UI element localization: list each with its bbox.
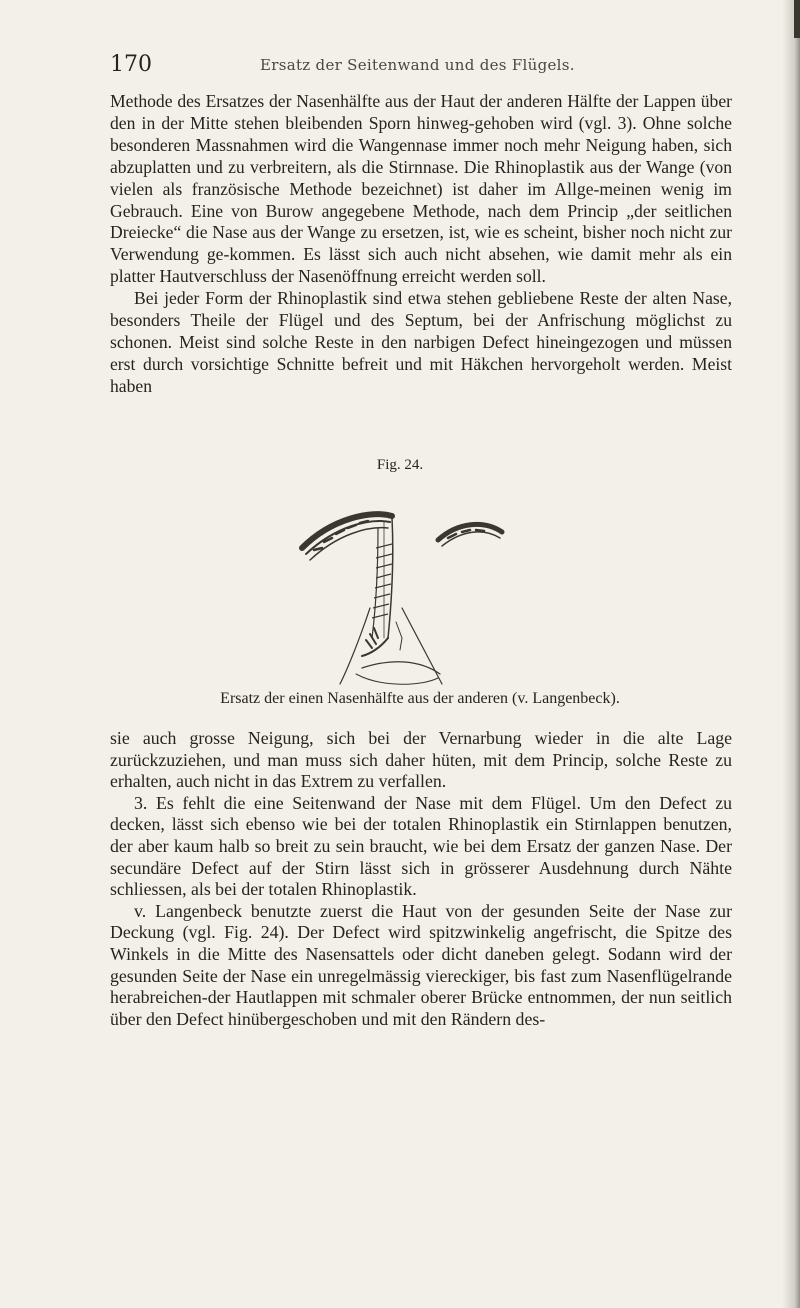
paragraph: 3. Es fehlt die eine Seitenwand der Nase mit dem Flügel. Um den Defect zu decken, lässt sich ebenso wie bei der totalen Rhinoplastik ein Stirnlappen benutzen, der aber kaum halb so breit zu sein braucht, wie bei dem Ersatz der ganzen Nase. Der secundäre Defect auf der Stirn lässt sich in grösserer Ausdehnung durch Nähte schliessen, als bei der totalen Rhinoplastik.: [110, 792, 732, 900]
running-title: Ersatz der Seitenwand und des Flügels.: [260, 56, 575, 74]
page-number: 170: [110, 52, 152, 77]
figure-caption: Ersatz der einen Nasenhälfte aus der anderen (v. Langenbeck).: [220, 690, 620, 707]
page-edge-shadow: [782, 0, 800, 1308]
text-block-bottom: [110, 728, 732, 1030]
paragraph: v. Langenbeck benutzte zuerst die Haut von der gesunden Seite der Nase zur Deckung (vgl. Fig. 24). Der Defect wird spitzwinkelig angefrischt, die Spitze des Winkels in die Mitte des Nasensattels oder dicht daneben gelegt. Sodann wird der gesunden Seite der Nase ein unregelmässig viereckiger, bis fast zum Nasenflügelrande herabreichen-der Hautlappen mit schmaler oberer Brücke entnommen, der nun seitlich über den Defect hinübergeschoben und mit den Rändern des-: [110, 900, 732, 1029]
paragraph: sie auch grosse Neigung, sich bei der Vernarbung wieder in die alte Lage zurückzuziehen, und man muss sich daher hüten, mit dem Princip, solche Reste zu erhalten, auch nicht in das Extrem zu verfallen.: [110, 728, 732, 792]
text-block-top: [110, 91, 732, 398]
paragraph: Methode des Ersatzes der Nasenhälfte aus der Haut der anderen Hälfte der Lappen über den in der Mitte stehen bleibenden Sporn hinweg-gehoben wird (vgl. 3). Ohne solche besonderen Massnahmen wird die Wangennase immer noch mehr Neigung haben, sich abzuplatten und zu verbreitern, als die Stirnnase. Die Rhinoplastik aus der Wange (von vielen als französische Methode bezeichnet) ist daher im Allge-meinen wenig im Gebrauch. Eine von Burow angegebene Methode, nach dem Princip „der seitlichen Dreiecke“ die Nase aus der Wange zu ersetzen, ist, wie es scheint, bisher noch nicht zur Verwendung ge-kommen. Es lässt sich auch nicht absehen, wie damit mehr als ein platter Hautverschluss der Nasenöffnung erreicht werden soll.: [110, 91, 732, 287]
figure-label: Fig. 24.: [376, 457, 424, 473]
paragraph: Bei jeder Form der Rhinoplastik sind etwa stehen gebliebene Reste der alten Nase, besonders Theile der Flügel und des Septum, bei der Anfrischung möglichst zu schonen. Meist sind solche Reste in den narbigen Defect hineingezogen und müssen erst durch vorsichtige Schnitte befreit und mit Häkchen hervorgeholt werden. Meist haben: [110, 288, 732, 396]
page-header: [110, 52, 710, 78]
page-edge-mark: [794, 0, 800, 38]
nose-reconstruction-illustration: [252, 488, 552, 688]
